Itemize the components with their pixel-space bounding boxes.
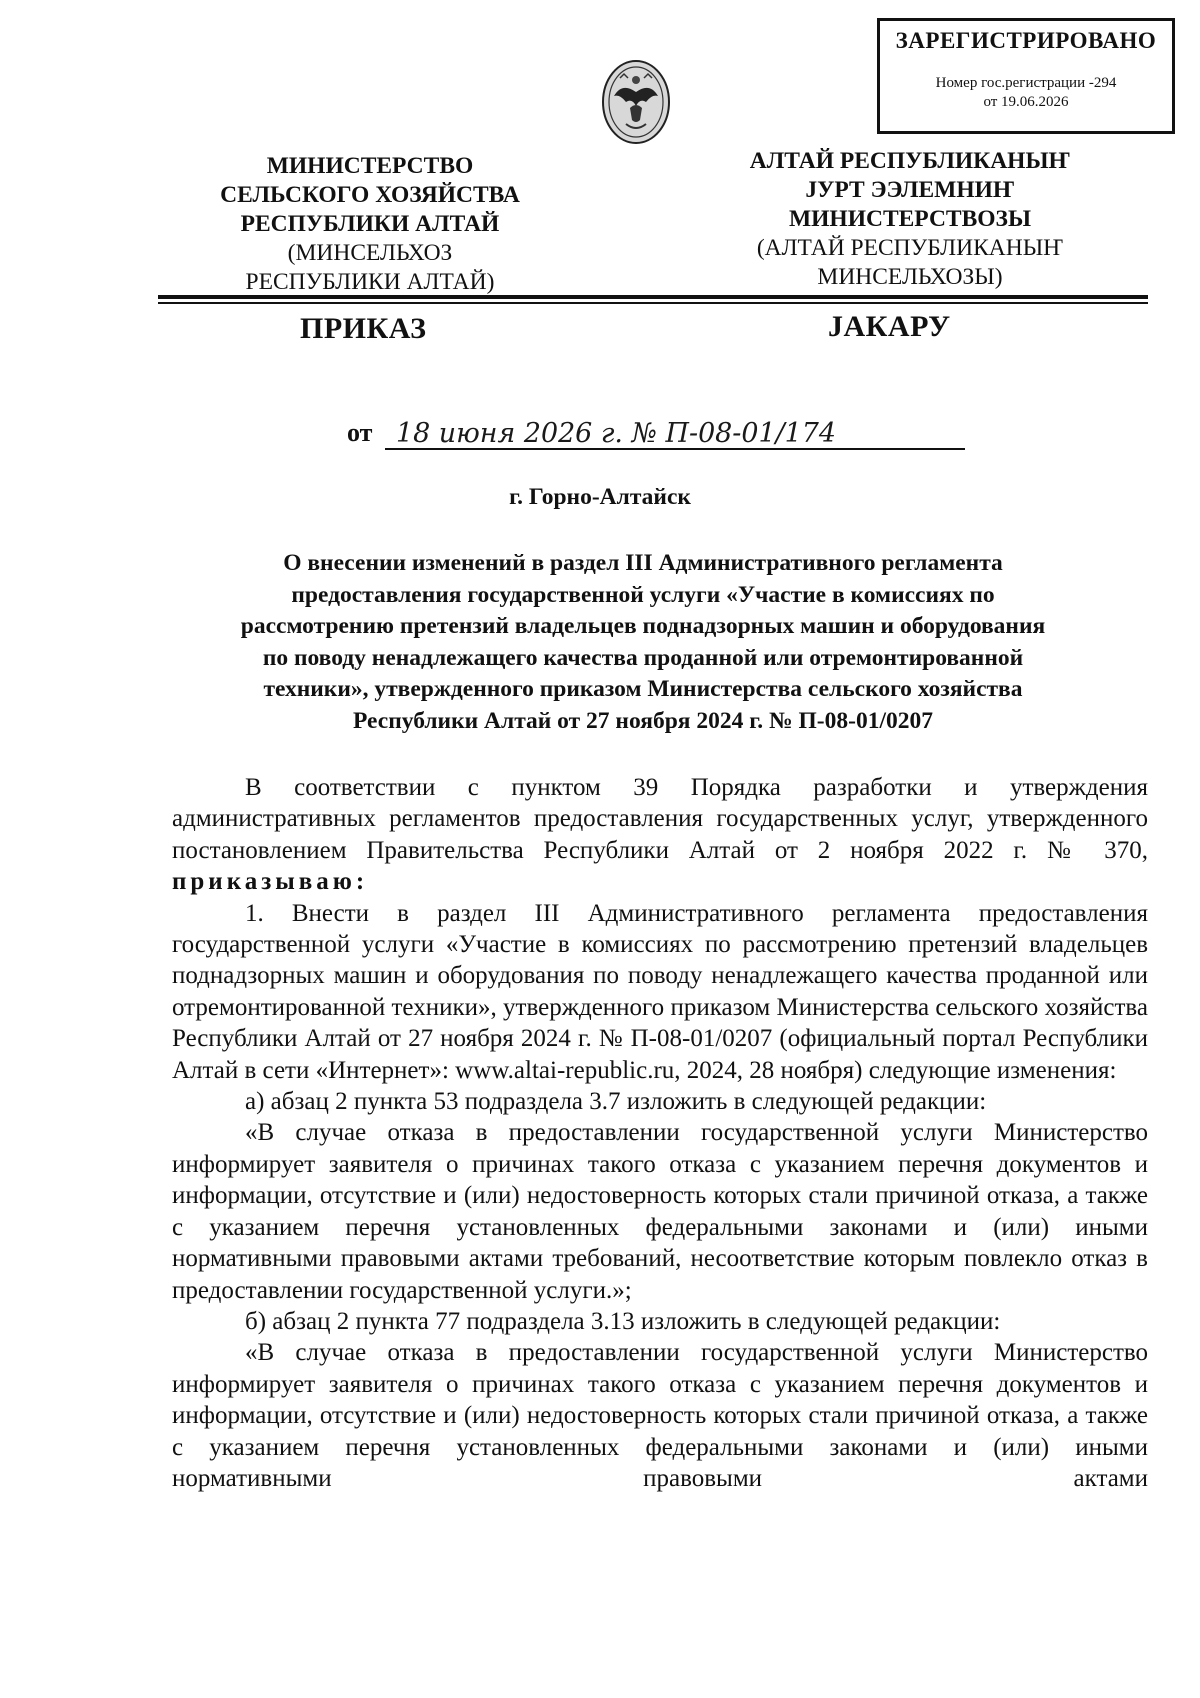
body-paragraph-item-b: б) абзац 2 пункта 77 подраздела 3.13 изложить в следующей редакции: (245, 1307, 1001, 1335)
ministry-name-line: ЈУРТ ЭЭЛЕМНИҤ (805, 177, 1015, 203)
title-line: предоставления государственной услуги «Участие в комиссиях по (291, 581, 995, 608)
order-word-russian: ПРИКАЗ (300, 312, 427, 345)
handwritten-date-number (392, 408, 952, 456)
title-line: О внесении изменений в раздел III Административного регламента (283, 550, 1003, 576)
document-body (172, 772, 1148, 1494)
date-prefix: от (347, 418, 373, 447)
order-directive: приказываю: (172, 868, 369, 896)
stamp-reg-date: от 19.06.2026 (983, 94, 1069, 110)
header-divider-thin (158, 302, 1148, 304)
ministry-short-name-line: (АЛТАЙ РЕСПУБЛИКАНЫҤ (756, 235, 1064, 261)
ministry-name-line: СЕЛЬСКОГО ХОЗЯЙСТВА (220, 182, 520, 208)
ministry-name-line: АЛТАЙ РЕСПУБЛИКАНЫҤ (749, 148, 1071, 174)
order-word-altai: ЈАКАРУ (828, 310, 951, 343)
title-line: по поводу ненадлежащего качества проданной или отремонтированной (262, 644, 1024, 671)
ministry-name-line: МИНИСТЕРСТВО (266, 153, 474, 179)
ministry-name-line: МИНИСТЕРСТВОЗЫ (788, 206, 1032, 232)
body-paragraph-preamble (172, 772, 1148, 898)
ministry-header-altai (730, 147, 1090, 292)
title-line: рассмотрению претензий владельцев поднадзорных машин и оборудования (240, 613, 1046, 639)
body-paragraph-quote-b: «В случае отказа в предоставлении государственной услуги Министерство информирует заявителя о причинах такого отказа с указанием перечня документов и информации, отсутствие и (или) недостоверность которых стали причиной отказа, а также с указанием перечня установленных федеральными законами и (или) иными нормативными правовыми актами (172, 1339, 1148, 1492)
body-paragraph-item-a: а) абзац 2 пункта 53 подраздела 3.7 изложить в следующей редакции: (245, 1088, 987, 1116)
title-line: техники», утвержденного приказом Министерства сельского хозяйства (263, 676, 1023, 702)
handwritten-text: 18 июня 2026 г. № П-08-01/174 (396, 418, 836, 449)
stamp-title: ЗАРЕГИСТРИРОВАНО (895, 28, 1157, 53)
title-line: Республики Алтай от 27 ноября 2024 г. № П-08-01/0207 (353, 707, 933, 734)
stamp-reg-number: Номер гос.регистрации -294 (935, 75, 1117, 91)
preamble-text: В соответствии с пунктом 39 Порядка разработки и утверждения административных регламентов предоставления государственных услуг, утвержденного постановлением Правительства Республики Алтай от 2 ноября 2022 г. № 370, (172, 774, 1148, 864)
city-name: г. Горно-Алтайск (509, 484, 691, 510)
ministry-header-russian (190, 152, 550, 297)
coat-of-arms-icon (600, 58, 672, 146)
registration-stamp (877, 18, 1175, 134)
ministry-short-name-line: МИНСЕЛЬХОЗЫ) (817, 264, 1003, 290)
ministry-short-name-line: (МИНСЕЛЬХОЗ (287, 240, 453, 266)
ministry-name-line: РЕСПУБЛИКИ АЛТАЙ (240, 211, 500, 237)
header-divider (158, 295, 1148, 299)
ministry-short-name-line: РЕСПУБЛИКИ АЛТАЙ) (245, 269, 495, 295)
body-paragraph-quote-a: «В случае отказа в предоставлении государственной услуги Министерство информирует заявителя о причинах такого отказа с указанием перечня документов и информации, отсутствие и (или) недостоверность которых стали причиной отказа, а также с указанием перечня установленных федеральными законами и (или) иными нормативными правовыми актами требований, несоответствие которым повлекло отказ в предоставлении государственной услуги.»; (172, 1119, 1148, 1304)
document-title (168, 548, 1118, 737)
body-paragraph-item-1: 1. Внести в раздел III Административного регламента предоставления государственной услуги «Участие в комиссиях по рассмотрению претензий владельцев поднадзорных машин и оборудования по поводу ненадлежащего качества проданной или отремонтированной техники», утвержденного приказом Министерства сельского хозяйства Республики Алтай от 27 ноября 2024 г. № П-08-01/0207 (официальный портал Республики Алтай в сети «Интернет»: www.altai-republic.ru, 2024, 28 ноября) следующие изменения: (172, 899, 1148, 1084)
